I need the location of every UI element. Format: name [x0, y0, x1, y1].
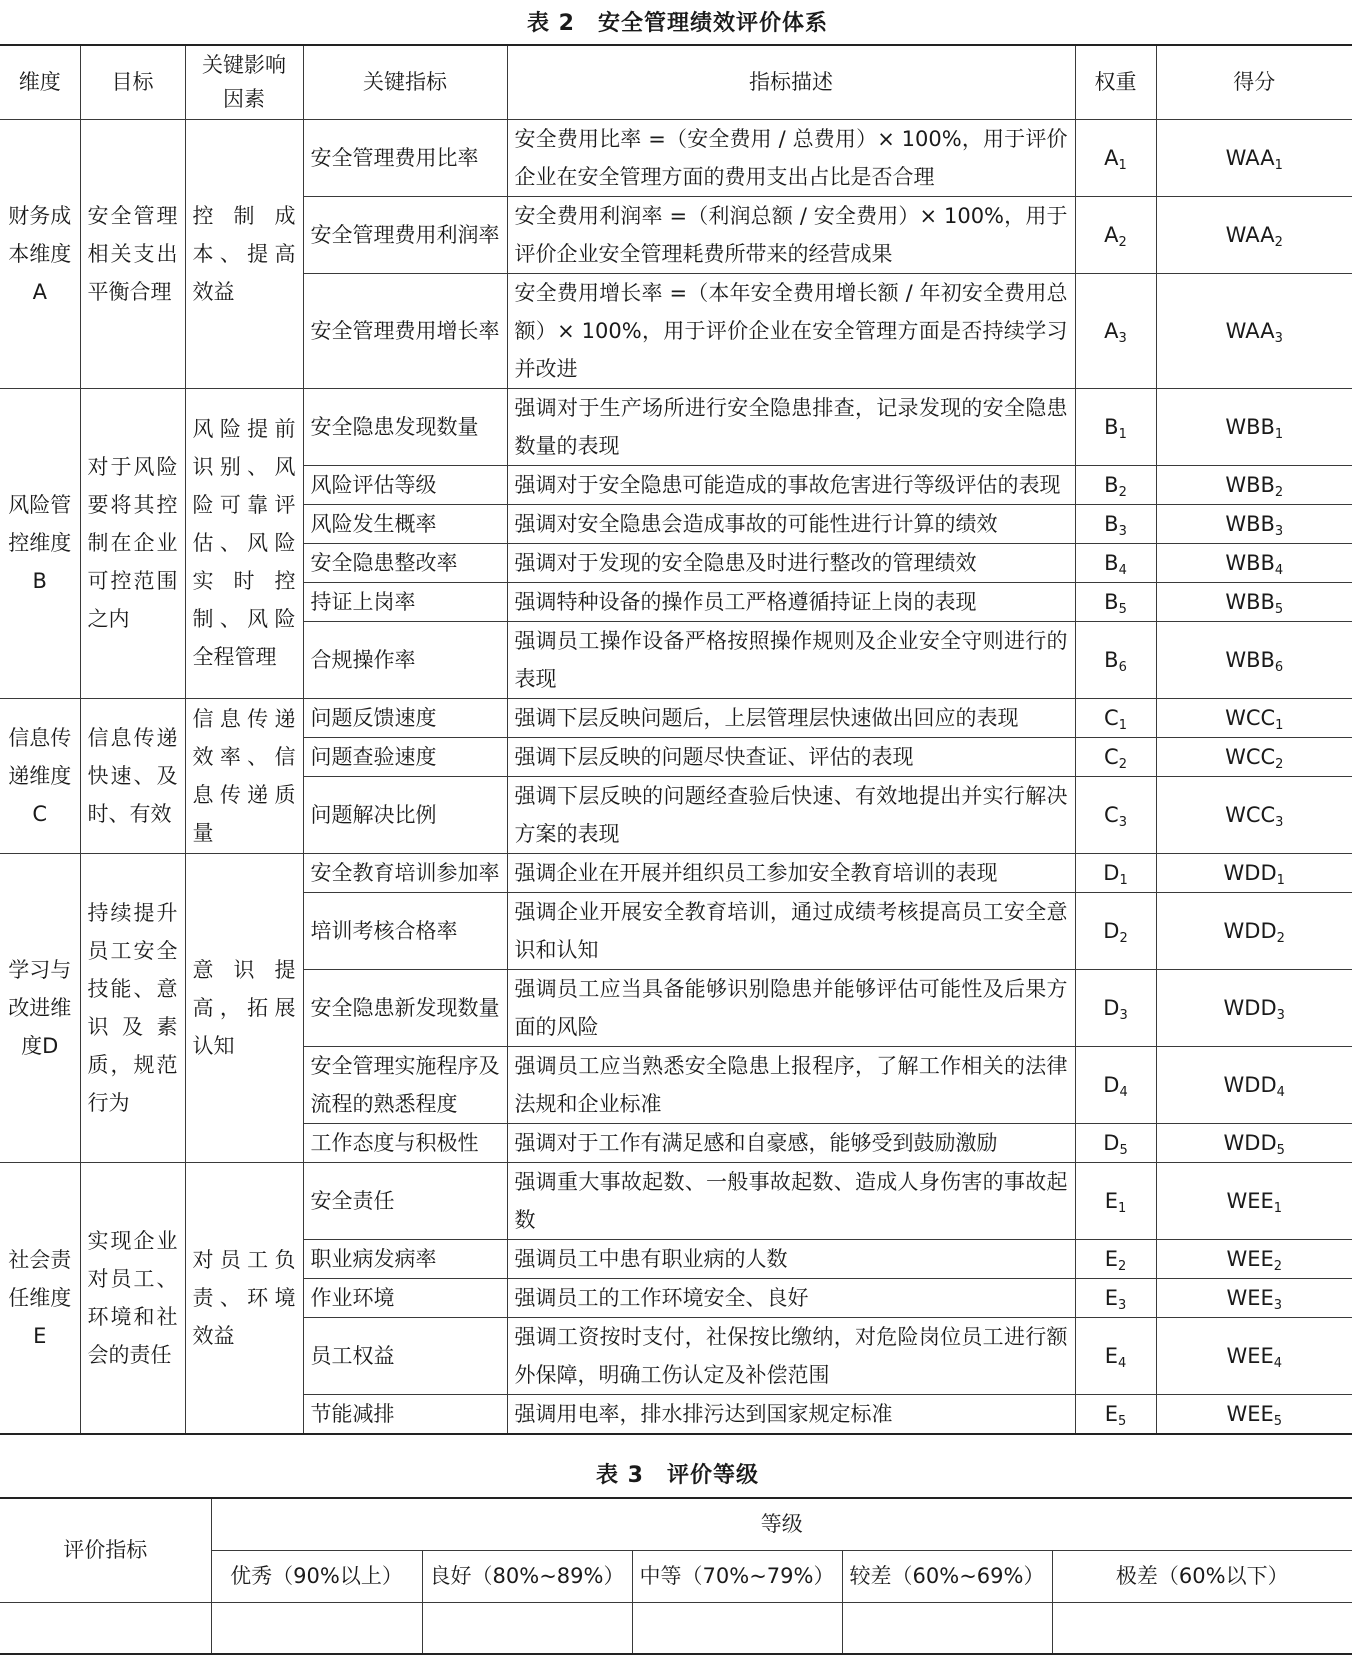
dimension-cell: 财务成本维度A — [0, 119, 80, 388]
weight-symbol: D — [1103, 860, 1120, 885]
weight-subscript: 4 — [1118, 562, 1127, 578]
indicator-cell: 安全隐患整改率 — [303, 543, 507, 582]
weight-symbol: C — [1104, 744, 1119, 769]
description-cell: 强调对安全隐患会造成事故的可能性进行计算的绩效 — [507, 504, 1075, 543]
weight-cell — [1075, 504, 1156, 543]
weight-subscript: 4 — [1118, 1355, 1127, 1371]
score-cell — [1156, 621, 1352, 698]
weight-symbol: E — [1104, 1246, 1118, 1271]
description-cell: 强调员工应当具备能够识别隐患并能够评估可能性及后果方面的风险 — [507, 969, 1075, 1046]
score-symbol: WBB — [1225, 589, 1275, 614]
goal-cell: 实现企业对员工、环境和社会的责任 — [80, 1162, 185, 1434]
indicator-cell: 风险发生概率 — [303, 504, 507, 543]
empty-cell — [632, 1602, 842, 1654]
description-cell: 强调员工中患有职业病的人数 — [507, 1239, 1075, 1278]
weight-subscript: 2 — [1118, 1258, 1127, 1274]
score-cell — [1156, 1239, 1352, 1278]
score-subscript: 3 — [1274, 330, 1283, 346]
score-symbol: WEE — [1226, 1343, 1274, 1368]
score-cell — [1156, 196, 1352, 273]
score-symbol: WBB — [1225, 647, 1275, 672]
weight-symbol: B — [1104, 550, 1119, 575]
weight-cell — [1075, 543, 1156, 582]
weight-cell — [1075, 1239, 1156, 1278]
description-cell: 强调对于安全隐患可能造成的事故危害进行等级评估的表现 — [507, 465, 1075, 504]
score-symbol: WCC — [1225, 802, 1276, 827]
score-cell — [1156, 776, 1352, 853]
weight-subscript: 3 — [1119, 1007, 1128, 1023]
weight-symbol: D — [1103, 995, 1120, 1020]
weight-subscript: 5 — [1118, 601, 1127, 617]
performance-evaluation-table — [0, 44, 1352, 1435]
indicator-cell: 安全责任 — [303, 1162, 507, 1239]
score-subscript: 5 — [1274, 601, 1284, 617]
factor-cell: 风险提前识别、风险可靠评估、风险实时控制、风险全程管理 — [185, 388, 303, 698]
dimension-cell: 学习与改进维度D — [0, 853, 80, 1162]
table2-header-row — [0, 45, 1352, 119]
score-subscript: 1 — [1274, 426, 1284, 442]
score-cell — [1156, 273, 1352, 388]
level-good: 良好（80%~89%） — [422, 1550, 632, 1602]
description-cell: 强调特种设备的操作员工严格遵循持证上岗的表现 — [507, 582, 1075, 621]
indicator-cell: 风险评估等级 — [303, 465, 507, 504]
indicator-cell: 安全隐患发现数量 — [303, 388, 507, 465]
weight-cell — [1075, 969, 1156, 1046]
score-symbol: WDD — [1223, 1072, 1277, 1097]
indicator-cell: 持证上岗率 — [303, 582, 507, 621]
indicator-cell: 问题解决比例 — [303, 776, 507, 853]
score-subscript: 6 — [1274, 659, 1284, 675]
weight-cell — [1075, 388, 1156, 465]
description-cell: 强调对于发现的安全隐患及时进行整改的管理绩效 — [507, 543, 1075, 582]
score-cell — [1156, 892, 1352, 969]
description-cell: 强调重大事故起数、一般事故起数、造成人身伤害的事故起数 — [507, 1162, 1075, 1239]
weight-subscript: 2 — [1118, 756, 1127, 772]
weight-symbol: D — [1103, 1130, 1120, 1155]
description-cell: 强调下层反映问题后，上层管理层快速做出回应的表现 — [507, 698, 1075, 737]
weight-cell — [1075, 776, 1156, 853]
weight-cell — [1075, 892, 1156, 969]
score-cell — [1156, 853, 1352, 892]
weight-cell — [1075, 853, 1156, 892]
score-subscript: 1 — [1276, 872, 1285, 888]
dimension-cell: 信息传递维度C — [0, 698, 80, 853]
weight-subscript: 1 — [1118, 717, 1127, 733]
score-symbol: WAA — [1225, 318, 1275, 343]
empty-cell — [422, 1602, 632, 1654]
score-symbol: WEE — [1226, 1188, 1274, 1213]
description-cell: 安全费用比率 =（安全费用 / 总费用）× 100%，用于评价企业在安全管理方面的费用支出占比是否合理 — [507, 119, 1075, 196]
indicator-cell: 职业病发病率 — [303, 1239, 507, 1278]
score-subscript: 3 — [1275, 814, 1284, 830]
description-cell: 强调员工应当熟悉安全隐患上报程序，了解工作相关的法律法规和企业标准 — [507, 1046, 1075, 1123]
weight-symbol: A — [1104, 318, 1119, 343]
weight-symbol: E — [1104, 1401, 1118, 1426]
description-cell: 安全费用利润率 =（利润总额 / 安全费用）× 100%，用于评价企业安全管理耗费所带来的经营成果 — [507, 196, 1075, 273]
score-subscript: 2 — [1274, 234, 1283, 250]
weight-cell — [1075, 1394, 1156, 1434]
weight-cell — [1075, 582, 1156, 621]
score-subscript: 5 — [1276, 1142, 1285, 1158]
goal-cell: 信息传递快速、及时、有效 — [80, 698, 185, 853]
weight-cell — [1075, 737, 1156, 776]
header-score: 得分 — [1156, 45, 1352, 119]
weight-subscript: 3 — [1118, 330, 1127, 346]
weight-cell — [1075, 621, 1156, 698]
score-symbol: WEE — [1226, 1401, 1274, 1426]
goal-cell: 持续提升员工安全技能、意识及素质，规范行为 — [80, 853, 185, 1162]
header-indicator: 关键指标 — [303, 45, 507, 119]
weight-cell — [1075, 196, 1156, 273]
table-row — [0, 698, 1352, 737]
score-subscript: 1 — [1274, 157, 1283, 173]
weight-symbol: B — [1104, 472, 1119, 497]
header-weight: 权重 — [1075, 45, 1156, 119]
indicator-cell: 合规操作率 — [303, 621, 507, 698]
description-cell: 安全费用增长率 =（本年安全费用增长额 / 年初安全费用总额）× 100%，用于评价企业在安全管理方面是否持续学习并改进 — [507, 273, 1075, 388]
weight-cell — [1075, 1046, 1156, 1123]
score-symbol: WCC — [1225, 705, 1276, 730]
indicator-cell: 问题查验速度 — [303, 737, 507, 776]
weight-subscript: 3 — [1118, 1297, 1127, 1313]
weight-symbol: B — [1104, 511, 1119, 536]
description-cell: 强调用电率，排水排污达到国家规定标准 — [507, 1394, 1075, 1434]
score-cell — [1156, 465, 1352, 504]
score-subscript: 4 — [1274, 562, 1284, 578]
score-cell — [1156, 698, 1352, 737]
weight-subscript: 2 — [1119, 930, 1128, 946]
score-cell — [1156, 543, 1352, 582]
score-symbol: WEE — [1226, 1285, 1274, 1310]
score-subscript: 2 — [1274, 484, 1284, 500]
weight-subscript: 1 — [1119, 872, 1128, 888]
score-cell — [1156, 1123, 1352, 1162]
factor-cell: 意识提高，拓展认知 — [185, 853, 303, 1162]
indicator-cell: 节能减排 — [303, 1394, 507, 1434]
weight-subscript: 2 — [1118, 234, 1127, 250]
score-cell — [1156, 1278, 1352, 1317]
score-subscript: 2 — [1273, 1258, 1283, 1274]
score-cell — [1156, 1162, 1352, 1239]
weight-subscript: 6 — [1118, 659, 1127, 675]
weight-symbol: D — [1103, 1072, 1120, 1097]
weight-subscript: 1 — [1118, 157, 1127, 173]
goal-cell: 对于风险要将其控制在企业可控范围之内 — [80, 388, 185, 698]
empty-cell — [211, 1602, 422, 1654]
weight-subscript: 1 — [1118, 1200, 1127, 1216]
score-cell — [1156, 582, 1352, 621]
table-row — [0, 388, 1352, 465]
header-description: 指标描述 — [507, 45, 1075, 119]
score-cell — [1156, 1317, 1352, 1394]
weight-cell — [1075, 119, 1156, 196]
indicator-cell: 安全管理费用比率 — [303, 119, 507, 196]
indicator-cell: 培训考核合格率 — [303, 892, 507, 969]
indicator-cell: 安全教育培训参加率 — [303, 853, 507, 892]
description-cell: 强调对于生产场所进行安全隐患排查，记录发现的安全隐患数量的表现 — [507, 388, 1075, 465]
description-cell: 强调企业开展安全教育培训，通过成绩考核提高员工安全意识和认知 — [507, 892, 1075, 969]
weight-cell — [1075, 465, 1156, 504]
factor-cell: 控制成本、提高效益 — [185, 119, 303, 388]
table-row — [0, 853, 1352, 892]
score-cell — [1156, 1394, 1352, 1434]
score-symbol: WDD — [1223, 918, 1277, 943]
weight-symbol: E — [1104, 1188, 1118, 1213]
empty-cell — [0, 1602, 211, 1654]
table2-caption: 表 2 安全管理绩效评价体系 — [527, 11, 828, 36]
weight-subscript: 5 — [1118, 1413, 1127, 1429]
score-symbol: WAA — [1225, 145, 1275, 170]
header-factor: 关键影响因素 — [185, 45, 303, 119]
table3-empty-row — [0, 1602, 1352, 1654]
description-cell: 强调对于工作有满足感和自豪感，能够受到鼓励激励 — [507, 1123, 1075, 1162]
dimension-cell: 风险管控维度B — [0, 388, 80, 698]
weight-subscript: 4 — [1119, 1084, 1128, 1100]
description-cell: 强调员工操作设备严格按照操作规则及企业安全守则进行的表现 — [507, 621, 1075, 698]
indicator-cell: 安全管理费用增长率 — [303, 273, 507, 388]
score-symbol: WBB — [1225, 511, 1275, 536]
weight-symbol: C — [1104, 705, 1119, 730]
score-cell — [1156, 1046, 1352, 1123]
indicator-cell: 员工权益 — [303, 1317, 507, 1394]
dimension-cell: 社会责任维度E — [0, 1162, 80, 1434]
score-subscript: 3 — [1274, 523, 1284, 539]
score-symbol: WBB — [1225, 472, 1275, 497]
weight-symbol: B — [1104, 647, 1119, 672]
score-cell — [1156, 388, 1352, 465]
score-symbol: WDD — [1223, 995, 1277, 1020]
weight-subscript: 3 — [1118, 523, 1127, 539]
header-evaluation-indicator: 评价指标 — [0, 1498, 211, 1602]
weight-cell — [1075, 698, 1156, 737]
score-subscript: 4 — [1273, 1355, 1283, 1371]
score-symbol: WAA — [1225, 222, 1275, 247]
level-excellent: 优秀（90%以上） — [211, 1550, 422, 1602]
score-subscript: 1 — [1273, 1200, 1283, 1216]
indicator-cell: 安全隐患新发现数量 — [303, 969, 507, 1046]
indicator-cell: 作业环境 — [303, 1278, 507, 1317]
weight-subscript: 5 — [1119, 1142, 1128, 1158]
goal-cell: 安全管理相关支出平衡合理 — [80, 119, 185, 388]
weight-cell — [1075, 1278, 1156, 1317]
description-cell: 强调企业在开展并组织员工参加安全教育培训的表现 — [507, 853, 1075, 892]
score-symbol: WDD — [1223, 860, 1277, 885]
weight-cell — [1075, 273, 1156, 388]
score-symbol: WEE — [1226, 1246, 1274, 1271]
score-cell — [1156, 504, 1352, 543]
score-cell — [1156, 969, 1352, 1046]
description-cell: 强调员工的工作环境安全、良好 — [507, 1278, 1075, 1317]
score-cell — [1156, 737, 1352, 776]
rating-level-table — [0, 1497, 1352, 1655]
weight-symbol: E — [1104, 1343, 1118, 1368]
indicator-cell: 安全管理费用利润率 — [303, 196, 507, 273]
weight-symbol: B — [1104, 589, 1119, 614]
weight-symbol: B — [1104, 414, 1119, 439]
score-subscript: 3 — [1273, 1297, 1283, 1313]
score-symbol: WBB — [1225, 550, 1275, 575]
weight-subscript: 1 — [1118, 426, 1127, 442]
description-cell: 强调工资按时支付，社保按比缴纳，对危险岗位员工进行额外保障，明确工伤认定及补偿范围 — [507, 1317, 1075, 1394]
score-symbol: WDD — [1223, 1130, 1277, 1155]
weight-symbol: E — [1104, 1285, 1118, 1310]
weight-cell — [1075, 1123, 1156, 1162]
header-dimension: 维度 — [0, 45, 80, 119]
header-goal: 目标 — [80, 45, 185, 119]
weight-cell — [1075, 1317, 1156, 1394]
table-row — [0, 1162, 1352, 1239]
score-subscript: 3 — [1276, 1007, 1285, 1023]
description-cell: 强调下层反映的问题尽快查证、评估的表现 — [507, 737, 1075, 776]
table3-header-row — [0, 1498, 1352, 1550]
weight-cell — [1075, 1162, 1156, 1239]
score-subscript: 5 — [1273, 1413, 1283, 1429]
header-level: 等级 — [211, 1498, 1352, 1550]
weight-subscript: 2 — [1118, 484, 1127, 500]
score-symbol: WCC — [1225, 744, 1276, 769]
description-cell: 强调下层反映的问题经查验后快速、有效地提出并实行解决方案的表现 — [507, 776, 1075, 853]
table-row — [0, 119, 1352, 196]
weight-symbol: D — [1103, 918, 1120, 943]
level-very-poor: 极差（60%以下） — [1052, 1550, 1352, 1602]
level-medium: 中等（70%~79%） — [632, 1550, 842, 1602]
empty-cell — [1052, 1602, 1352, 1654]
weight-symbol: A — [1104, 145, 1119, 170]
factor-cell: 对员工负责、环境效益 — [185, 1162, 303, 1434]
weight-subscript: 3 — [1118, 814, 1127, 830]
score-subscript: 1 — [1275, 717, 1284, 733]
indicator-cell: 问题反馈速度 — [303, 698, 507, 737]
score-subscript: 4 — [1276, 1084, 1285, 1100]
weight-symbol: C — [1104, 802, 1119, 827]
empty-cell — [842, 1602, 1052, 1654]
table2-body — [0, 119, 1352, 1434]
factor-cell: 信息传递效率、信息传递质量 — [185, 698, 303, 853]
score-cell — [1156, 119, 1352, 196]
indicator-cell: 工作态度与积极性 — [303, 1123, 507, 1162]
score-subscript: 2 — [1276, 930, 1285, 946]
table3-caption: 表 3 评价等级 — [596, 1463, 759, 1488]
score-symbol: WBB — [1225, 414, 1275, 439]
level-poor: 较差（60%~69%） — [842, 1550, 1052, 1602]
score-subscript: 2 — [1275, 756, 1284, 772]
weight-symbol: A — [1104, 222, 1119, 247]
indicator-cell: 安全管理实施程序及流程的熟悉程度 — [303, 1046, 507, 1123]
